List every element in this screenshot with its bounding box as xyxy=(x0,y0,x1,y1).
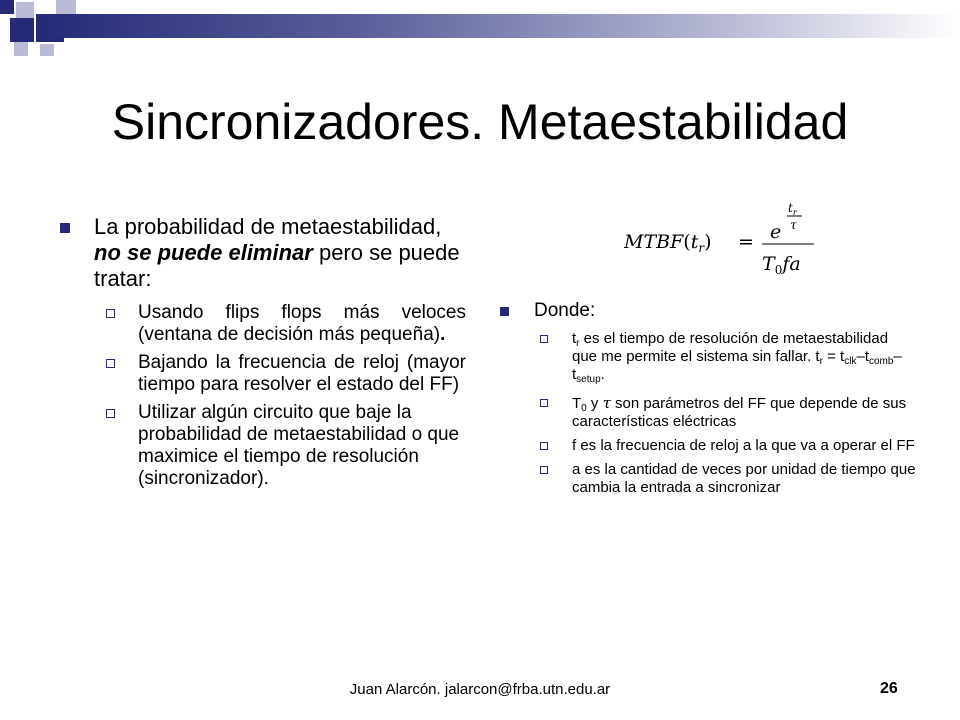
definition-item: a es la cantidad de veces por unidad de tiempo que cambia la entrada a sincronizar xyxy=(534,461,916,497)
header-gradient-bar xyxy=(40,14,960,38)
slide-title: Sincronizadores. Metaestabilidad xyxy=(111,94,849,150)
definition-item: $t_r$ es el tiempo de resolución de metaestabilidad que me permite el sistema sin fallar. $t_r = t_{clk}-t_{comb}-$ $t_{setup}$. xyxy=(534,330,916,384)
sub-bullet: Bajando la frecuencia de reloj (mayor tiempo para resolver el estado del FF) xyxy=(100,352,466,396)
square-dark xyxy=(0,0,14,14)
definition-item: $T_0$ y τ son parámetros del FF que depende de sus características eléctricas xyxy=(534,394,916,431)
main-bullet: La probabilidad de metaestabilidad, no se puede eliminar pero se puede tratar: xyxy=(56,214,466,292)
footer-author: Juan Alarcón. jalarcon@frba.utn.edu.ar xyxy=(349,681,611,698)
hollow-square-bullet-icon xyxy=(106,359,115,368)
formula-base: e xyxy=(770,221,782,243)
filled-square-bullet-icon xyxy=(60,223,70,233)
hollow-square-bullet-icon xyxy=(540,335,548,343)
square-light xyxy=(14,42,28,56)
square-dark xyxy=(10,18,34,42)
sub-bullet: Usando flips flops más veloces (ventana de decisión más pequeña). xyxy=(100,302,466,346)
hollow-square-bullet-icon xyxy=(106,309,115,318)
emphasis-text: no se puede eliminar xyxy=(94,240,313,265)
right-column xyxy=(496,300,916,497)
sub-bullet: Utilizar algún circuito que baje la probabilidad de metaestabilidad o que maximice el tiempo de resolución (sincronizador). xyxy=(100,402,466,490)
hollow-square-bullet-icon xyxy=(106,409,115,418)
mtbf-formula xyxy=(624,198,824,278)
hollow-square-bullet-icon xyxy=(540,399,548,407)
square-light xyxy=(40,44,54,56)
formula-lhs: $MTBF(t_r)$ xyxy=(624,231,712,255)
formula-exp-num: $t_r$ xyxy=(788,201,797,217)
hollow-square-bullet-icon xyxy=(540,442,548,450)
left-column xyxy=(56,214,466,490)
hollow-square-bullet-icon xyxy=(540,466,548,474)
formula-exp-den: τ xyxy=(790,218,797,232)
formula-svg xyxy=(624,198,824,278)
formula-den: $T_0fa$ xyxy=(762,253,801,277)
formula-equals: = xyxy=(738,231,754,253)
definition-item: f es la frecuencia de reloj a la que va a operar el FF xyxy=(534,437,916,455)
page-number: 26 xyxy=(880,680,898,697)
square-light xyxy=(56,0,76,14)
donde-bullet: Donde: xyxy=(496,300,916,322)
filled-square-bullet-icon xyxy=(500,307,509,316)
